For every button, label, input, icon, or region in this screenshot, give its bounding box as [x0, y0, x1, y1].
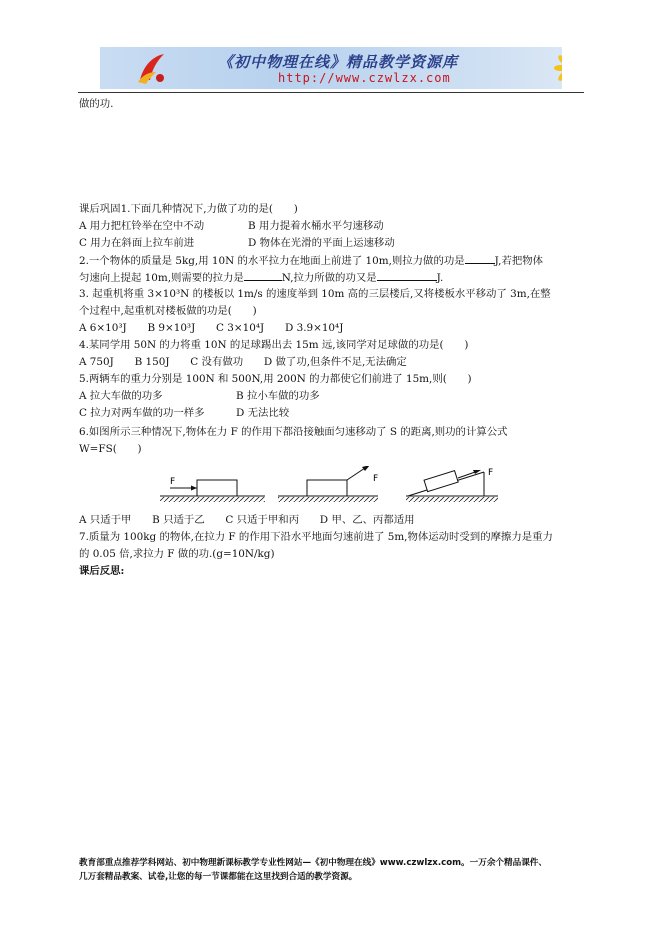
q3-line2: 个过程中,起重机对楼板做的功是( ) [79, 305, 257, 317]
q1-option-a: A 用力把杠铃举在空中不动 [79, 220, 205, 232]
force-label-1: F [170, 477, 176, 487]
q1-line [79, 202, 298, 216]
q2-text-a: 2.一个物体的质量是 5kg,用 10N 的水平拉力在地面上前进了 10m,则拉力做的功是 [79, 255, 465, 267]
q2-text-e: J. [436, 272, 444, 284]
force-diagrams-figure [160, 466, 510, 508]
footer-line2: 几万套精品教案、试卷,让您的每一节课都能在这里找到合适的教学资源。 [79, 872, 358, 882]
q5-option-c: C 拉力对两车做的功一样多 [79, 407, 205, 419]
q5-option-b: B 拉小车做的功多 [236, 390, 320, 402]
answer-blank[interactable] [465, 253, 495, 264]
diagram-horizontal-force [160, 477, 265, 502]
q2-text-b: J,若把物体 [494, 255, 544, 267]
q5-stem: 5.两辆车的重力分别是 100N 和 500N,用 200N 的力都使它们前进了 15m,则( ) [79, 373, 472, 385]
q1-option-b: B 用力提着水桶水平匀速移动 [248, 220, 384, 232]
answer-blank[interactable] [244, 270, 282, 281]
site-logo-icon [134, 50, 170, 86]
footer-line1: 教育部重点推荐学科网站、初中物理新课标教学专业性网站—《初中物理在线》www.czwlzx.com。一万余个精品课件、 [79, 858, 547, 868]
diagram-incline-force [406, 468, 498, 502]
reflection-heading: 课后反思: [79, 565, 125, 577]
q5-option-a: A 拉大车做的功多 [79, 390, 163, 402]
answer-blank[interactable] [377, 270, 437, 281]
q1-option-d: D 物体在光滑的平面上运速移动 [248, 237, 395, 249]
sunflower-icon [554, 51, 562, 85]
force-label-3: F [488, 468, 494, 478]
q2-text-d: N,拉力所做的功又是 [281, 272, 377, 284]
force-label-2: F [373, 474, 379, 484]
q6-line2: W=FS( ) [79, 443, 142, 455]
section-label: 课后巩固 [79, 203, 121, 215]
q2-text-c: 匀速向上提起 10m,则需要的拉力是 [79, 272, 244, 284]
text-fragment: 做的功. [79, 98, 114, 110]
q3-options: A 6×10³J B 9×10³J C 3×10⁴J D 3.9×10⁴J [79, 322, 344, 334]
diagram-angled-force [278, 466, 378, 502]
banner-title: 《初中物理在线》精品教学资源库 [218, 53, 459, 71]
q6-line1: 6.如图所示三种情况下,物体在力 F 的作用下都沿接触面匀速移动了 S 的距离,则功的计算公式 [79, 426, 508, 438]
q1-stem: 1.下面几种情况下,力做了功的是( ) [120, 203, 298, 215]
header-banner [100, 47, 562, 89]
q2-line2 [79, 270, 443, 285]
banner-url[interactable]: http://www.czwlzx.com [278, 71, 451, 85]
q7-line1: 7.质量为 100kg 的物体,在拉力 F 的作用下沿水平地面匀速前进了 5m,物体运动时受到的摩擦力是重力 [79, 531, 553, 543]
q5-option-d: D 无法比较 [236, 407, 290, 419]
q3-line1: 3. 起重机将重 3×10³N 的楼板以 1m/s 的速度举到 10m 高的三层楼后,又将楼板水平移动了 3m,在整 [79, 288, 551, 300]
q2-line1 [79, 253, 543, 268]
q6-options: A 只适于甲 B 只适于乙 C 只适于甲和丙 D 甲、乙、丙都适用 [79, 514, 415, 526]
header-rule [78, 92, 584, 93]
q4-options: A 750J B 150J C 没有做功 D 做了功,但条件不足,无法确定 [79, 356, 407, 368]
q7-line2: 的 0.05 倍,求拉力 F 做的功.(g=10N/kg) [79, 548, 275, 560]
q4-stem: 4.某同学用 50N 的力将重 10N 的足球踢出去 15m 远,该同学对足球做的功是( ) [79, 339, 469, 351]
q1-option-c: C 用力在斜面上拉车前进 [79, 237, 195, 249]
